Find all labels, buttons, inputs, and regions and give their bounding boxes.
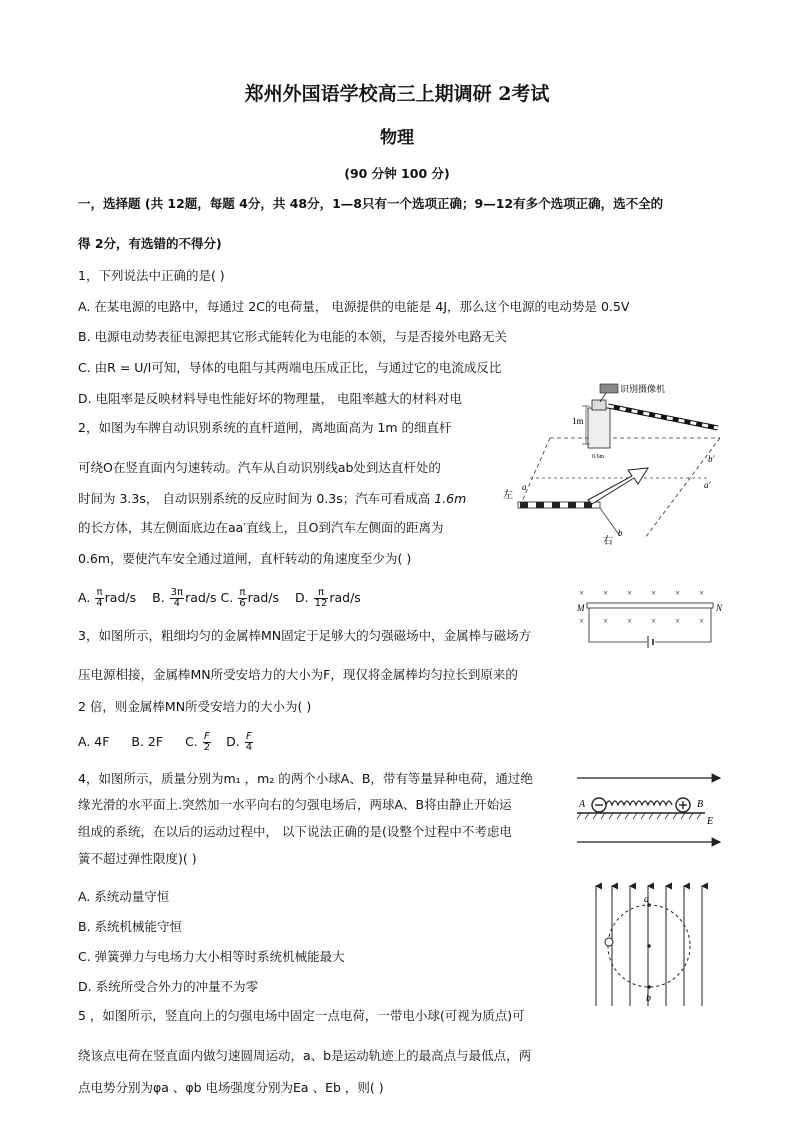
q4-line1: 4，如图所示，质量分别为m₁ ，m₂ 的两个小球A、B，带有等量异种电荷，通过绝 xyxy=(78,771,533,786)
q2-option-b-unit: rad/s xyxy=(185,590,217,605)
q4-option-c: C. 弹簧弹力与电场力大小相等时系统机械能最大 xyxy=(78,949,345,964)
q2-fig-a-label: a xyxy=(522,482,527,492)
q3-option-b: B. 2F xyxy=(131,734,164,749)
q5-line1: 5 ，如图所示，竖直向上的匀强电场中固定一点电荷，一带电小球(可视为质点)可 xyxy=(78,1008,525,1023)
q4-line4: 簧不超过弹性限度)( ) xyxy=(78,851,197,866)
q3-option-c-fraction xyxy=(203,732,211,753)
page-title: 郑州外国语学校高三上期调研 2考试 xyxy=(244,83,550,105)
q4-option-a: A. 系统动量守恒 xyxy=(78,889,170,904)
q2-line1: 2，如图为车牌自动识别系统的直杆道闸，离地面高为 1m 的细直杆 xyxy=(78,420,452,435)
q2-option-b-den: 4 xyxy=(173,598,181,609)
q2-fig-dist-label: 0.6m xyxy=(592,454,605,460)
q2-fig-right-label: 右 xyxy=(603,536,613,547)
q4-fig-a-label: A xyxy=(579,799,586,810)
q2-option-d-unit: rad/s xyxy=(329,590,361,605)
svg-text:×: × xyxy=(627,616,633,626)
q2-fig-a2-label: a′ xyxy=(704,480,711,490)
q2-option-a-fraction xyxy=(95,588,103,609)
q1-stem: 1，下列说法中正确的是( ) xyxy=(78,268,225,283)
q2-line2: 可绕O在竖直面内匀速转动。汽车从自动识别线ab处到达直杆处的 xyxy=(78,460,441,475)
svg-text:×: × xyxy=(579,588,585,598)
q2-option-c-unit: rad/s xyxy=(247,590,280,605)
q1-option-c: C. 由R = U/I可知，导体的电阻与其两端电压成正比，与通过它的电流成反比 xyxy=(78,360,502,375)
svg-text:×: × xyxy=(675,588,681,598)
q3-line2: 压电源相接，金属棒MN所受安培力的大小为F，现仅将金属棒均匀拉长到原来的 xyxy=(78,667,518,682)
svg-text:×: × xyxy=(699,588,705,598)
q4-fig-e-label: E xyxy=(707,816,714,827)
q2-line5: 0.6m，要使汽车安全通过道闸，直杆转动的角速度至少为( ) xyxy=(78,551,412,566)
q4-figure-spring-charges xyxy=(575,770,725,852)
q2-figure-barrier-gate xyxy=(500,378,725,548)
q2-line3-text: 时间为 3.3s， 自动识别系统的反应时间为 0.3s；汽车可看成高 xyxy=(78,491,435,506)
q4-line2: 缘光滑的水平面上.突然加一水平向右的匀强电场后，两球A、B将由静止开始运 xyxy=(78,797,512,812)
time-info: (90 分钟 100 分) xyxy=(344,166,450,181)
svg-text:×: × xyxy=(627,588,633,598)
q2-option-d-fraction xyxy=(314,588,329,609)
q3-figure-magnetic-field xyxy=(575,586,725,652)
q2-line4: 的长方体，其左侧面底边在aa′直线上，且O到汽车左侧面的距离为 xyxy=(78,520,444,535)
q2-fig-camera-label: 识别摄像机 xyxy=(620,384,666,394)
q5-figure-circular-motion xyxy=(590,878,710,1008)
q2-option-d-num: π xyxy=(314,588,329,599)
q2-option-c-den: 6 xyxy=(239,598,246,609)
q5-fig-b-label: b xyxy=(646,993,651,1004)
q2-option-a-unit: rad/s xyxy=(104,590,137,605)
q2-option-a-num: π xyxy=(96,587,103,598)
q2-option-a-label: A. xyxy=(78,590,91,605)
section-instructions-line1: 一，选择题 (共 12题，每题 4分，共 48分，1—8只有一个选项正确；9—12有多个选项正确，选不全的 xyxy=(78,196,664,211)
q3-option-d-fraction xyxy=(245,732,253,753)
section-instructions-line2: 得 2分，有选错的不得分) xyxy=(78,236,222,251)
q2-option-d-label: D. xyxy=(295,590,309,605)
svg-text:×: × xyxy=(651,616,657,626)
svg-text:×: × xyxy=(603,588,609,598)
q1-option-d: D. 电阻率是反映材料导电性能好坏的物理量， 电阻率越大的材料对电 xyxy=(78,391,463,406)
q3-fig-m-label: M xyxy=(577,603,585,613)
q2-option-c-num: π xyxy=(239,587,246,598)
q2-line3 xyxy=(78,491,466,507)
q2-fig-b-label: b xyxy=(618,528,623,538)
q3-option-c-num: F xyxy=(204,731,210,742)
q5-line3: 点电势分别为φa 、φb 电场强度分别为Ea 、Eb ，则( ) xyxy=(78,1080,384,1095)
q2-option-d-den: 12 xyxy=(314,598,328,609)
q3-option-a: A. 4F xyxy=(78,734,110,749)
subject-title: 物理 xyxy=(380,128,414,148)
q2-option-b-num: 3π xyxy=(170,587,184,598)
q2-option-c-label: C. xyxy=(220,590,234,605)
svg-text:×: × xyxy=(579,616,585,626)
svg-text:×: × xyxy=(603,616,609,626)
q1-option-b: B. 电源电动势表征电源把其它形式能转化为电能的本领，与是否接外电路无关 xyxy=(78,329,508,344)
q3-options xyxy=(78,730,254,754)
q5-line2: 绕该点电荷在竖直面内做匀速圆周运动，a、b是运动轨迹上的最高点与最低点，两 xyxy=(78,1048,532,1063)
q2-car-height: 1.6m xyxy=(434,491,467,506)
q2-fig-height-label: 1m xyxy=(572,416,584,426)
q2-option-a-den: 4 xyxy=(96,598,103,609)
q3-option-d-den: 4 xyxy=(245,742,253,753)
q4-fig-b-label: B xyxy=(697,799,704,810)
svg-text:×: × xyxy=(699,616,705,626)
q3-line3: 2 倍，则金属棒MN所受安培力的大小为( ) xyxy=(78,699,312,714)
q2-option-b-label: B. xyxy=(152,590,165,605)
q5-fig-a-label: a xyxy=(644,894,649,905)
svg-text:×: × xyxy=(675,616,681,626)
q2-fig-b2-label: b′ xyxy=(708,454,715,464)
svg-text:×: × xyxy=(651,588,657,598)
q3-option-d-label: D. xyxy=(226,734,240,749)
q4-line3: 组成的系统，在以后的运动过程中， 以下说法正确的是(设整个过程中不考虑电 xyxy=(78,824,512,839)
q4-option-d: D. 系统所受合外力的冲量不为零 xyxy=(78,979,259,994)
q3-option-c-den: 2 xyxy=(203,742,211,753)
q3-option-d-num: F xyxy=(246,731,252,742)
q3-line1: 3，如图所示，粗细均匀的金属棒MN固定于足够大的匀强磁场中，金属棒与磁场方 xyxy=(78,628,532,643)
q3-fig-n-label: N xyxy=(716,603,723,613)
q2-options xyxy=(78,586,361,610)
q1-option-a: A. 在某电源的电路中，每通过 2C的电荷量， 电源提供的电能是 4J，那么这个电源的电动势是 0.5V xyxy=(78,299,630,314)
q2-option-b-fraction xyxy=(170,588,184,609)
q2-fig-left-label: 左 xyxy=(503,490,513,501)
q3-option-c-label: C. xyxy=(185,734,198,749)
q4-option-b: B. 系统机械能守恒 xyxy=(78,919,183,934)
q2-option-c-fraction xyxy=(238,588,246,609)
